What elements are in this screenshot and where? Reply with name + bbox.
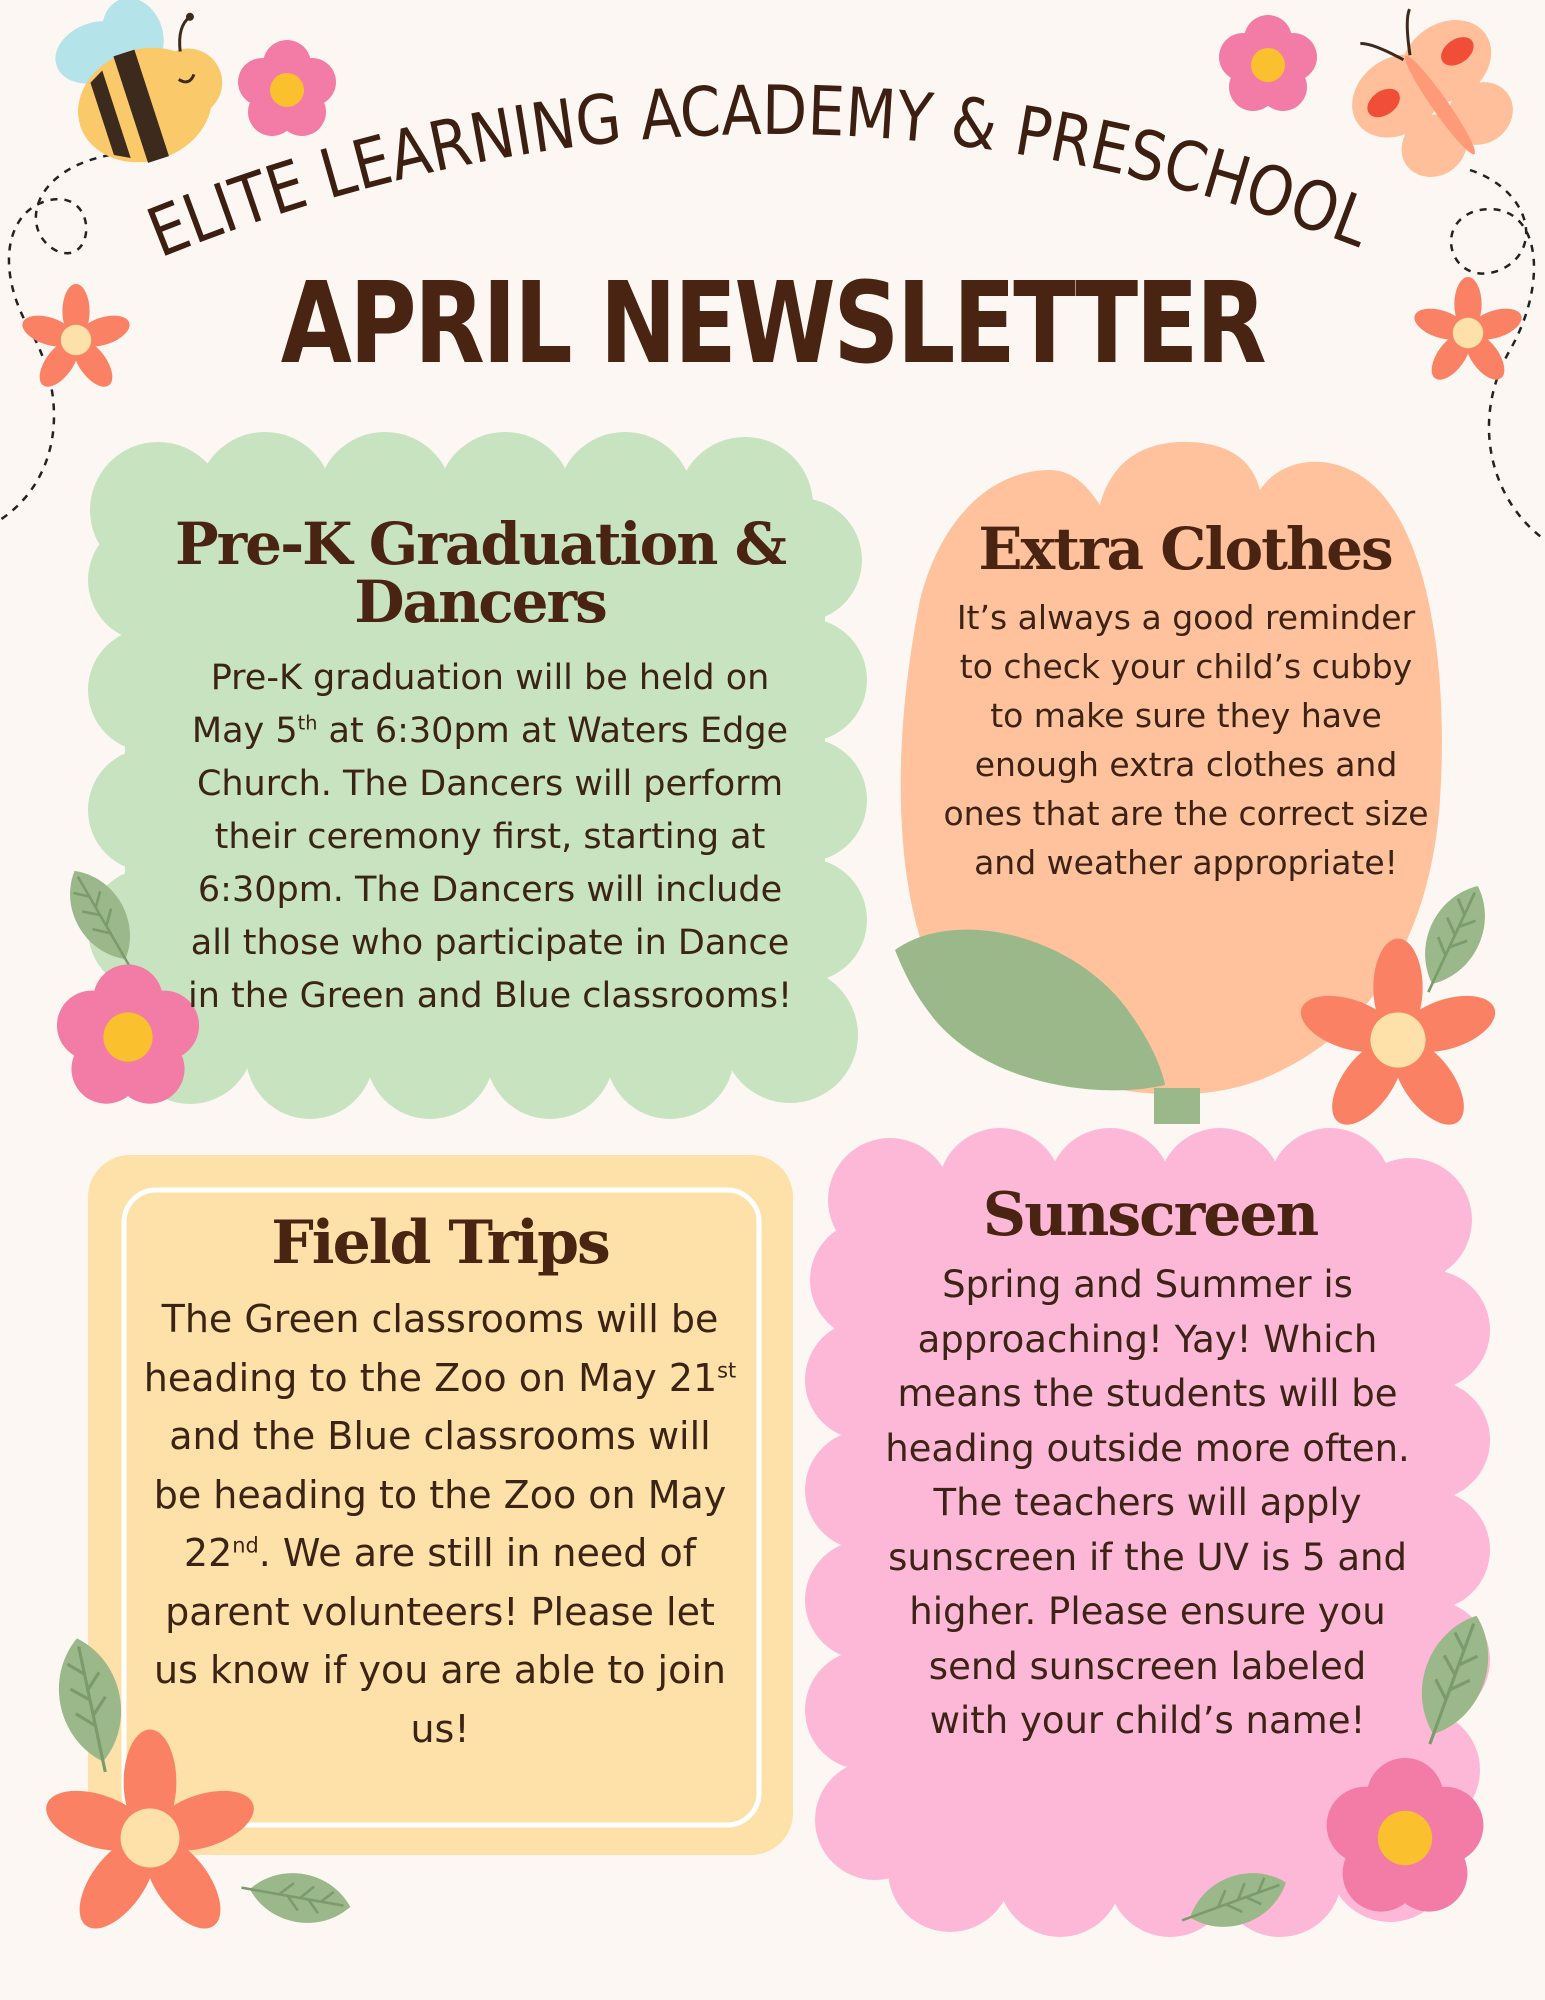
card-prek-title-line2: Dancers (354, 568, 606, 636)
card-prek-title (160, 510, 800, 636)
card-field-trips-body-text: The Green classrooms will be heading to the Zoo on May 21 (143, 1297, 719, 1400)
svg-text:ELITE LEARNING ACADEMY & PRESC (137, 71, 1387, 274)
card-sunscreen-body-text: Spring and Summer is approaching! Yay! Which means the students will be heading outside more often. The teachers will apply sunscreen if the UV is 5 and higher. Please ensure you send sunscreen labeled with your child’s name! (885, 1263, 1410, 1742)
card-clothes-body-text: It’s always a good reminder to check your child’s cubby to make sure they have enough extra clothes and ones that are the correct size and weather appropriate! (943, 598, 1429, 882)
card-clothes-title: Extra Clothes (978, 515, 1392, 583)
card-field-trips-body-text: and the Blue classrooms will be heading to the Zoo on May 22 (153, 1414, 727, 1575)
card-sunscreen-body (885, 1258, 1410, 1749)
card-prek-body-text: at 6:30pm at Waters Edge Church. The Dancers will perform their ceremony first, starting at 6:30pm. The Dancers will include all those who participate in Dance in the Green and Blue classrooms! (188, 711, 792, 1016)
card-field-trips-body-sup: st (717, 1357, 737, 1382)
card-prek-body (180, 652, 800, 1023)
leaf-icon (237, 1864, 354, 1931)
card-field-trips-title: Field Trips (271, 1208, 609, 1278)
card-field-trips-body-sup: nd (232, 1533, 259, 1558)
school-name: ELITE LEARNING ACADEMY & PRESCHOOL (137, 71, 1387, 274)
card-prek-body-text: Pre-K graduation will be held on May 5 (191, 658, 770, 751)
newsletter-title: APRIL NEWSLETTER (280, 259, 1265, 389)
card-sunscreen-title: Sunscreen (982, 1180, 1318, 1250)
card-prek-title-line1: Pre-K Graduation & (175, 510, 785, 578)
card-field-trips-body (140, 1290, 740, 1758)
card-prek-body-sup: th (297, 711, 318, 735)
card-clothes-body (942, 593, 1430, 887)
card-field-trips-body-text: . We are still in need of parent volunteers! Please let us know if you are able to join us! (153, 1531, 726, 1751)
